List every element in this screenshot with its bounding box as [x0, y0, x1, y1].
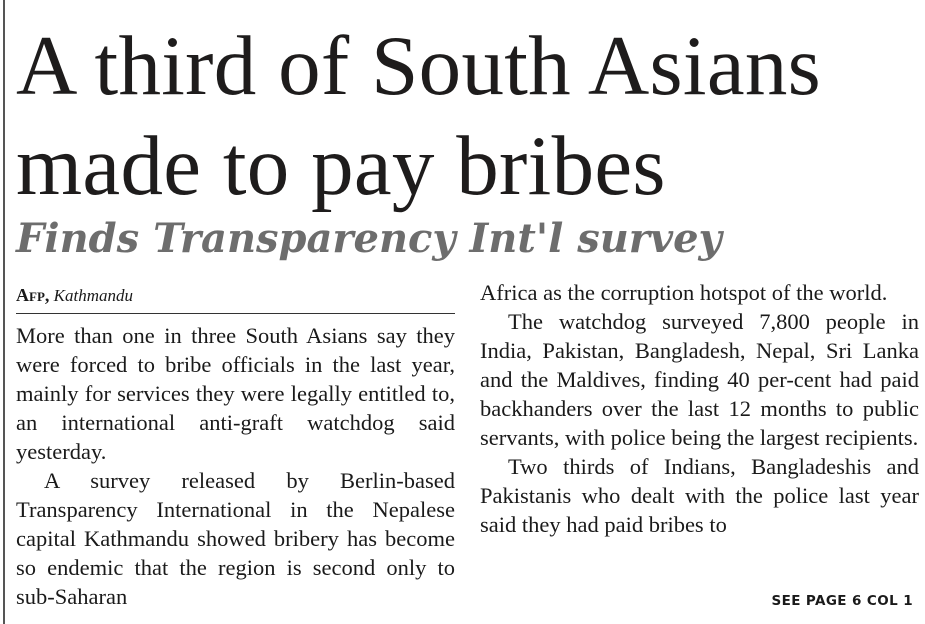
- headline: [16, 16, 916, 216]
- paragraph-1: More than one in three South Asians say they were forced to bribe officials in the last year, mainly for services they were legally entitled to, an international anti-graft watchdog said yesterday.: [16, 323, 455, 464]
- byline: [16, 284, 455, 314]
- paragraph-2-start: A survey released by Berlin-based Transparency International in the Nepalese capital Kathmandu showed bribery has become so endemic that the region is second only to sub-Saharan: [16, 468, 455, 609]
- paragraph-3: The watchdog surveyed 7,800 people in India, Pakistan, Bangladesh, Nepal, Sri Lanka and the Maldives, finding 40 per-cent had paid backhanders over the last 12 months to public servants, with police being the largest recipients.: [480, 309, 919, 450]
- paragraph-2-end: Africa as the corruption hotspot of the world.: [480, 280, 888, 305]
- continuation-jump-line: SEE PAGE 6 COL 1: [771, 593, 913, 609]
- left-column-rule: [3, 0, 5, 624]
- paragraph-4: Two thirds of Indians, Bangladeshis and Pakistanis who dealt with the police last year said they had paid bribes to: [480, 454, 919, 537]
- headline-line-2: made to pay bribes: [16, 119, 666, 213]
- byline-location: Kathmandu: [53, 286, 133, 305]
- article-column-left: [16, 321, 455, 611]
- byline-agency: Afp,: [16, 285, 50, 305]
- headline-line-1: A third of South Asians: [16, 19, 822, 113]
- article-column-right: [480, 278, 919, 539]
- subheadline: Finds Transparency Int'l survey: [16, 215, 722, 262]
